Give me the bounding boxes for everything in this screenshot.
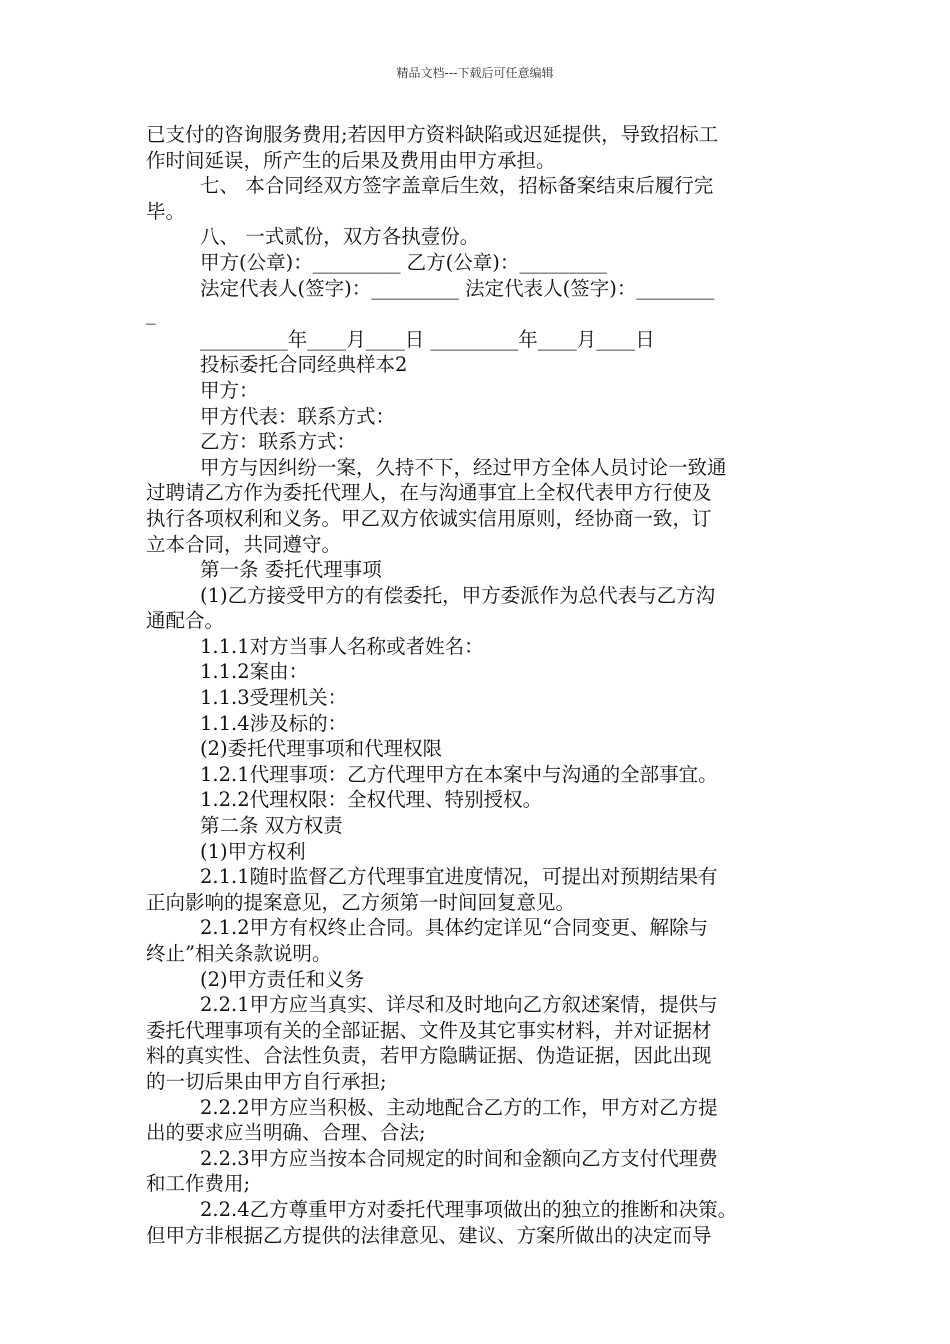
text-line: 八、 一式贰份，双方各执壹份。 [200, 225, 480, 249]
text-line: 2.2.1甲方应当真实、详尽和及时地向乙方叙述案情，提供与 [200, 993, 718, 1017]
text-line: (1)乙方接受甲方的有偿委托，甲方委派作为总代表与乙方沟 [200, 583, 716, 607]
text-line: 1.1.4涉及标的： [200, 711, 348, 735]
text-line: 1.1.1对方当事人名称或者姓名： [200, 634, 484, 658]
text-line: 委托代理事项有关的全部证据、文件及其它事实材料，并对证据材 [146, 1018, 712, 1042]
text-line: 料的真实性、合法性负责，若甲方隐瞒证据、伪造证据，因此出现 [146, 1044, 712, 1068]
text-line: (1)甲方权利 [200, 839, 306, 863]
document-body [146, 122, 826, 1248]
text-line: 1.1.2案由： [200, 660, 309, 684]
text-line: 甲方与因纠纷一案，久持不下，经过甲方全体人员讨论一致通 [200, 455, 727, 479]
text-line: 已支付的咨询服务费用;若因甲方资料缺陷或迟延提供，导致招标工 [146, 123, 719, 146]
text-line: 法定代表人(签字)：_________ 法定代表人(签字)：________ [200, 276, 715, 300]
text-line: 乙方：联系方式： [200, 430, 357, 454]
text-line: 1.2.2代理权限：全权代理、特别授权。 [200, 788, 543, 812]
text-line: 2.1.2甲方有权终止合同。具体约定详见“合同变更、解除与 [200, 916, 709, 940]
text-line: 甲方(公章)：_________ 乙方(公章)：_________ [200, 250, 608, 274]
text-line: 通配合。 [146, 609, 225, 633]
text-line: 第一条 委托代理事项 [200, 558, 382, 582]
text-line: 作时间延误，所产生的后果及费用由甲方承担。 [146, 148, 556, 172]
text-line: 投标委托合同经典样本2 [200, 353, 408, 377]
text-line: 出的要求应当明确、合理、合法; [146, 1121, 426, 1145]
text-line: 1.2.1代理事项：乙方代理甲方在本案中与沟通的全部事宜。 [200, 762, 718, 786]
text-line: 过聘请乙方作为委托代理人，在与沟通事宜上全权代表甲方行使及 [146, 481, 712, 505]
text-line: 2.2.4乙方尊重甲方对委托代理事项做出的独立的推断和决策。 [200, 1197, 738, 1221]
text-line: _________年____月____日 _________年____月____日 [200, 327, 655, 351]
text-line: (2)委托代理事项和代理权限 [200, 737, 443, 761]
text-line: 第二条 双方权责 [200, 814, 343, 838]
text-line: 2.2.3甲方应当按本合同规定的时间和金额向乙方支付代理费 [200, 1146, 718, 1170]
text-line: 终止”相关条款说明。 [146, 942, 332, 965]
text-line: 立本合同，共同遵守。 [146, 532, 342, 556]
text-line: 执行各项权利和义务。甲乙双方依诚实信用原则，经协商一致，订 [146, 506, 712, 530]
text-line: 2.2.2甲方应当积极、主动地配合乙方的工作，甲方对乙方提 [200, 1095, 718, 1119]
text-line: 但甲方非根据乙方提供的法律意见、建议、方案所做出的决定而导 [146, 1223, 712, 1247]
text-line: _ [146, 302, 156, 326]
text-line: 毕。 [146, 199, 186, 223]
text-line: 正向影响的提案意见，乙方须第一时间回复意见。 [146, 890, 576, 914]
page-header: 精品文档---下载后可任意编辑 [396, 66, 554, 80]
text-line: 甲方代表：联系方式： [200, 404, 396, 428]
text-line: 甲方： [200, 378, 259, 402]
text-line: 1.1.3受理机关： [200, 686, 348, 710]
text-line: 的一切后果由甲方自行承担; [146, 1069, 387, 1093]
text-line: 2.1.1随时监督乙方代理事宜进度情况，可提出对预期结果有 [200, 865, 718, 889]
text-line: (2)甲方责任和义务 [200, 967, 365, 991]
text-line: 和工作费用; [146, 1172, 251, 1196]
text-line: 七、 本合同经双方签字盖章后生效，招标备案结束后履行完 [200, 174, 714, 198]
